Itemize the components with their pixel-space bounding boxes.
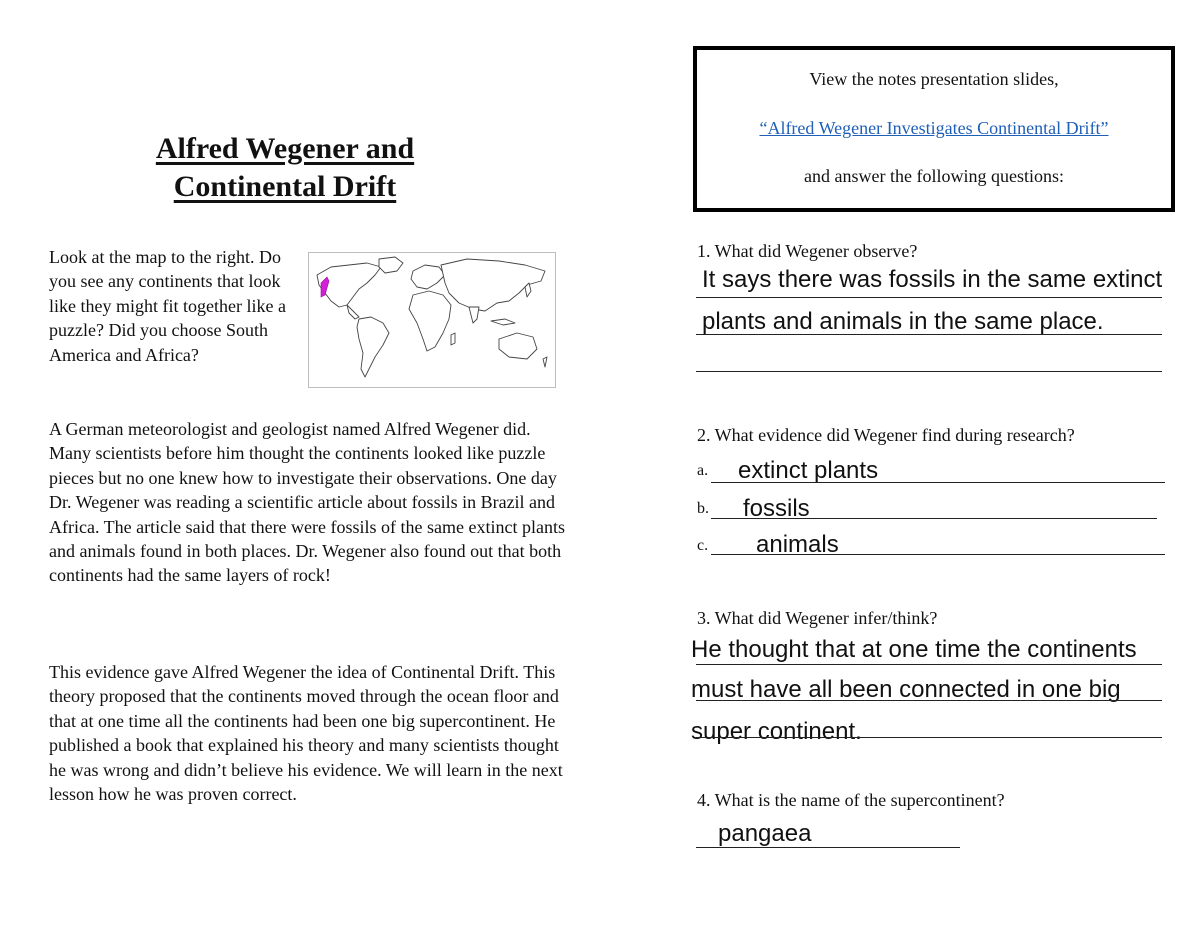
answer-line[interactable]: [696, 297, 1162, 298]
body-paragraph-3: This evidence gave Alfred Wegener the idea of Continental Drift. This theory proposed that the continents moved through the ocean floor and that at one time all the continents had been one big supercontinent. He published a book that explained his theory and many scientists thought he was wrong and didn’t believe his evidence. We will learn in the next lesson how he was proven correct.: [49, 662, 563, 805]
answer-3-line-1: He thought that at one time the continents: [691, 636, 1137, 663]
slides-link[interactable]: “Alfred Wegener Investigates Continental Drift”: [759, 118, 1109, 138]
answer-3-line-3: super continent.: [691, 718, 862, 745]
world-map-image: [309, 253, 555, 387]
instructions-line-1: View the notes presentation slides,: [809, 69, 1059, 89]
body-paragraph-2: A German meteorologist and geologist named Alfred Wegener did. Many scientists before him thought the continents looked like puzzle pieces but no one knew how to investigate their observations. One day Dr. Wegener was reading a scientific article about fossils in Brazil and Africa. The article said that there were fossils of the same extinct plants and animals found in both places. Dr. Wegener also found out that both continents had the same layers of rock!: [49, 419, 565, 586]
answer-line[interactable]: [711, 518, 1157, 519]
question-1: 1. What did Wegener observe?: [697, 241, 918, 261]
worksheet-title: [60, 130, 510, 206]
question-4: 4. What is the name of the supercontinent?: [697, 790, 1005, 810]
answer-2b: fossils: [743, 495, 810, 522]
answer-4: pangaea: [718, 820, 812, 847]
answer-line[interactable]: [711, 482, 1165, 483]
answer-2a: extinct plants: [738, 457, 879, 484]
instructions-line-3: and answer the following questions:: [804, 166, 1064, 186]
intro-paragraph: Look at the map to the right. Do you see any continents that look like they might fit together like a puzzle? Did you choose South America and Africa?: [49, 247, 286, 365]
option-b-label: b.: [697, 500, 709, 517]
world-map: [308, 252, 556, 388]
title-line-2: Continental Drift: [173, 170, 397, 203]
answer-line[interactable]: [696, 847, 960, 848]
answer-line[interactable]: [696, 700, 1162, 701]
answer-1-line-2: plants and animals in the same place.: [702, 308, 1104, 335]
instructions-box: [693, 46, 1175, 212]
option-a-label: a.: [697, 462, 709, 479]
question-3: 3. What did Wegener infer/think?: [697, 608, 938, 628]
answer-2c: animals: [756, 531, 839, 558]
answer-line[interactable]: [696, 737, 1162, 738]
answer-line[interactable]: [696, 371, 1162, 372]
answer-line[interactable]: [696, 334, 1162, 335]
title-line-1: Alfred Wegener and: [155, 132, 415, 165]
question-2: 2. What evidence did Wegener find during research?: [697, 425, 1075, 445]
answer-line[interactable]: [696, 664, 1162, 665]
answer-1-line-1: It says there was fossils in the same extinct: [702, 266, 1163, 293]
option-c-label: c.: [697, 537, 709, 554]
answer-3-line-2: must have all been connected in one big: [691, 676, 1121, 703]
answer-line[interactable]: [711, 554, 1165, 555]
